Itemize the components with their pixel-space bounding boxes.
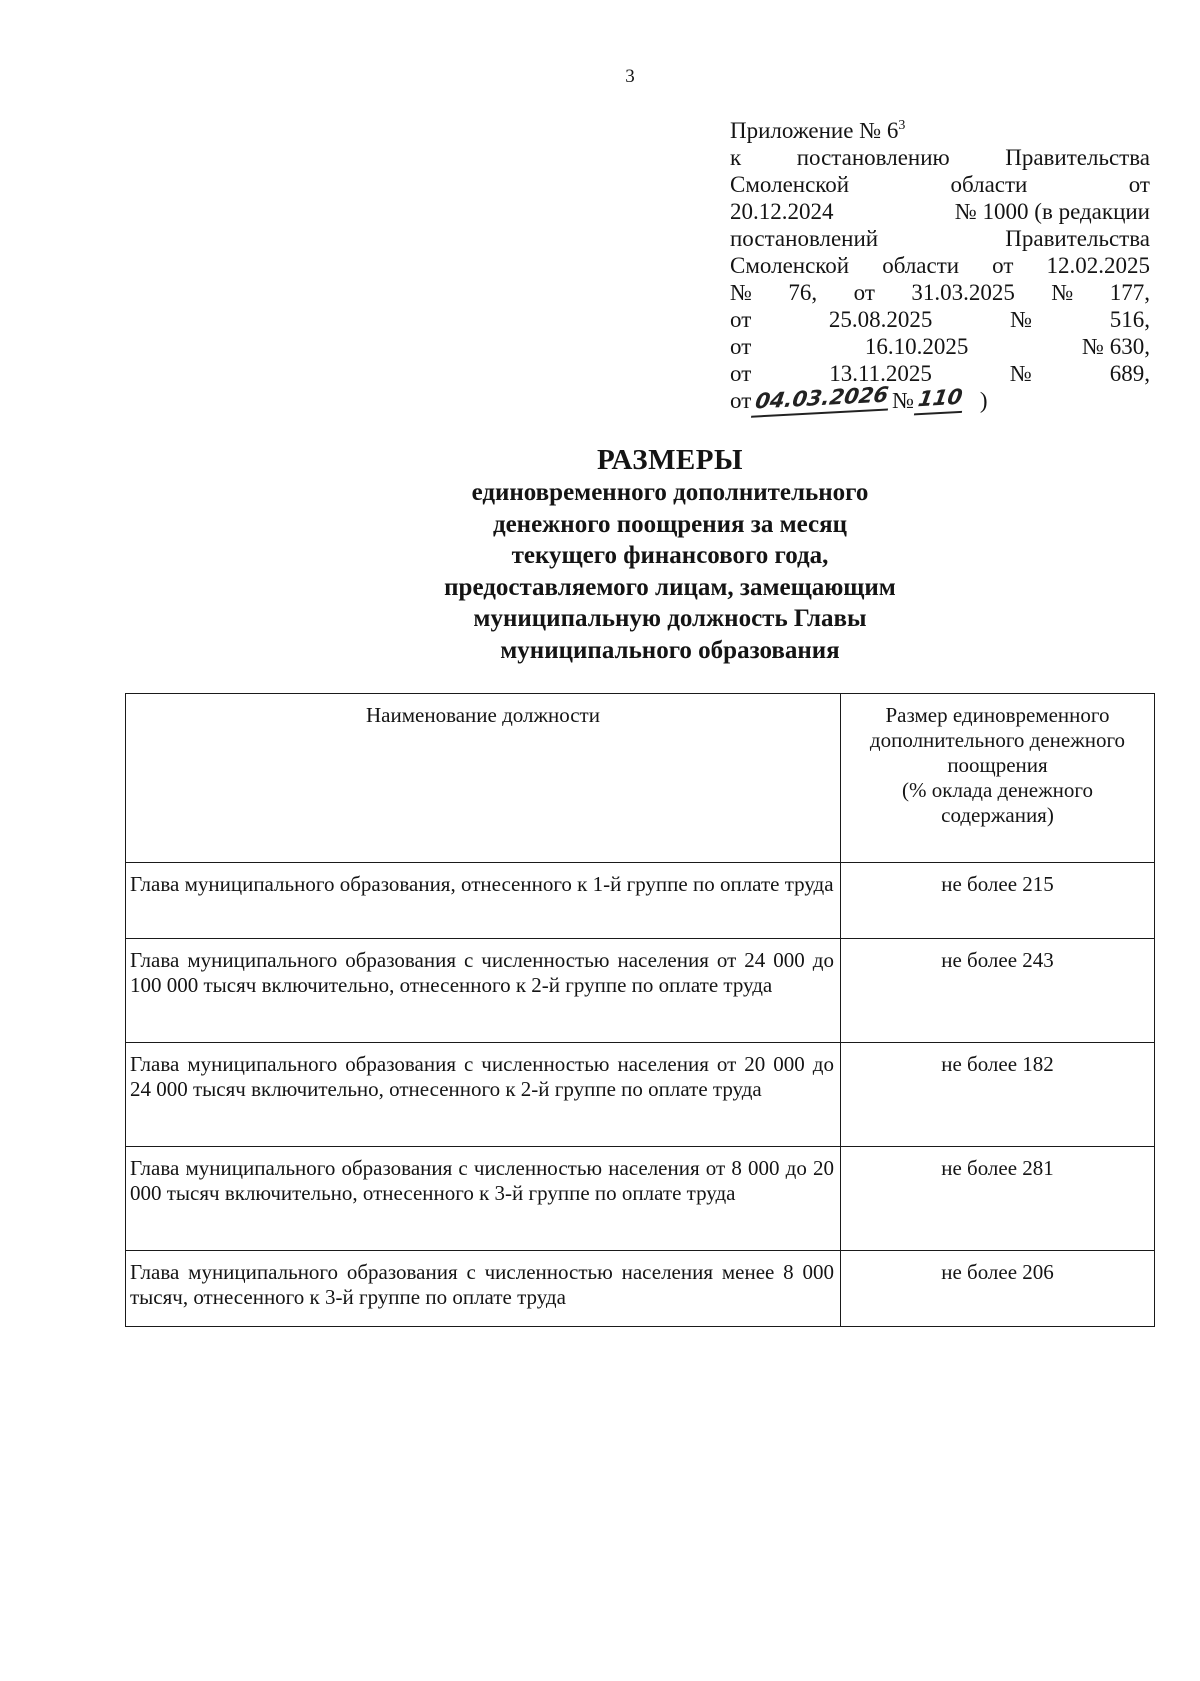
- appendix-word: от: [992, 253, 1014, 278]
- appendix-word: 12.02.2025: [1046, 253, 1150, 278]
- appendix-title-superscript: 3: [898, 118, 906, 133]
- position-name-cell: Глава муниципального образования с численностью населения от 20 000 до 24 000 тысяч включительно, отнесенного к 2-й группе по оплате труда: [126, 1043, 841, 1147]
- bonus-value-cell: не более 206: [841, 1251, 1155, 1327]
- appendix-line: [730, 360, 1150, 387]
- bonus-value-cell: не более 281: [841, 1147, 1155, 1251]
- heading-title: РАЗМЕРЫ: [597, 444, 743, 476]
- bonus-value-cell: не более 215: [841, 863, 1155, 939]
- handwritten-number: 110: [914, 386, 966, 416]
- appendix-word: №: [892, 388, 915, 413]
- page-number: 3: [625, 66, 635, 87]
- appendix-block: [730, 117, 1150, 414]
- appendix-word: постановлению: [796, 145, 950, 170]
- appendix-word: от: [730, 361, 752, 386]
- appendix-line: [730, 279, 1150, 306]
- table-row: [126, 1251, 1155, 1327]
- position-name-cell: Глава муниципального образования, отнесенного к 1-й группе по оплате труда: [126, 863, 841, 939]
- heading-subtitle-line: муниципальную должность Главы: [473, 605, 867, 632]
- appendix-word: постановлений: [730, 226, 879, 251]
- appendix-word: к: [730, 145, 742, 170]
- appendix-word: от: [730, 307, 752, 332]
- heading-subtitle-line: муниципального образования: [500, 636, 840, 664]
- appendix-word: 31.03.2025: [911, 280, 1015, 305]
- appendix-word: Смоленской: [730, 253, 850, 278]
- appendix-word: Смоленской: [730, 172, 850, 197]
- appendix-line: [730, 225, 1150, 252]
- appendix-line: [730, 306, 1150, 333]
- header-bonus-line: (% оклада денежного: [902, 778, 1093, 802]
- appendix-word: №: [1010, 307, 1033, 332]
- bonus-value-cell: не более 182: [841, 1043, 1155, 1147]
- table-row: [126, 1043, 1155, 1147]
- appendix-word: 76,: [788, 280, 818, 305]
- appendix-line: [730, 144, 1150, 171]
- appendix-word: области: [950, 172, 1028, 197]
- appendix-word: №: [1009, 361, 1032, 386]
- appendix-title: [730, 117, 1150, 144]
- appendix-word: от: [1128, 172, 1150, 197]
- appendix-word: 20.12.2024: [730, 199, 834, 224]
- position-name-cell: Глава муниципального образования с численностью населения менее 8 000 тысяч, отнесенного к 3-й группе по оплате труда: [126, 1251, 841, 1327]
- heading-subtitle-line: денежного поощрения за месяц: [492, 510, 848, 538]
- header-position-name: Наименование должности: [126, 694, 841, 863]
- table-row: [126, 1147, 1155, 1251]
- appendix-line: [730, 252, 1150, 279]
- heading-subtitle-line: единовременного дополнительного: [471, 479, 869, 506]
- handwritten-date: 04.03.2026: [751, 383, 892, 417]
- table-row: [126, 939, 1155, 1043]
- appendix-word: от: [853, 280, 875, 305]
- header-bonus-line: Размер единовременного: [885, 703, 1110, 727]
- bonus-value-cell: не более 243: [841, 939, 1155, 1043]
- table-row: [126, 863, 1155, 939]
- appendix-word: Правительства: [1005, 145, 1150, 170]
- appendix-line: [730, 171, 1150, 198]
- bonus-table: [125, 693, 1155, 1327]
- header-bonus-size: [841, 694, 1155, 863]
- appendix-word: 177,: [1109, 280, 1150, 305]
- appendix-word: области: [882, 253, 960, 278]
- appendix-word: от: [730, 334, 752, 359]
- appendix-word: 689,: [1109, 361, 1150, 386]
- heading-subtitle-line: текущего финансового года,: [511, 542, 829, 569]
- appendix-line: [730, 333, 1150, 360]
- appendix-title-text: Приложение № 6: [730, 118, 899, 143]
- appendix-word: ): [979, 388, 988, 413]
- appendix-word: №: [730, 280, 752, 305]
- appendix-word: 516,: [1109, 307, 1150, 332]
- document-heading: [300, 443, 1040, 666]
- position-name-cell: Глава муниципального образования с численностью населения от 24 000 до 100 000 тысяч включительно, отнесенного к 2-й группе по оплате труда: [126, 939, 841, 1043]
- appendix-word: 13.11.2025: [829, 361, 932, 386]
- appendix-word: 16.10.2025: [864, 334, 969, 359]
- appendix-last-line: [730, 382, 1150, 414]
- appendix-line: [730, 198, 1150, 225]
- position-name-cell: Глава муниципального образования с численностью населения от 8 000 до 20 000 тысяч включительно, отнесенного к 3-й группе по оплате труда: [126, 1147, 841, 1251]
- header-bonus-line: содержания): [941, 803, 1054, 827]
- header-bonus-line: дополнительного денежного: [869, 728, 1126, 752]
- appendix-word: от: [730, 388, 752, 413]
- appendix-word: № 1000 (в редакции: [954, 199, 1150, 224]
- appendix-word: № 630,: [1082, 334, 1150, 359]
- appendix-word: 25.08.2025: [828, 307, 933, 332]
- appendix-word: №: [1051, 280, 1074, 305]
- table-header-row: [126, 694, 1155, 863]
- header-bonus-line: поощрения: [947, 753, 1048, 777]
- heading-subtitle-line: предоставляемого лицам, замещающим: [444, 573, 896, 601]
- appendix-word: Правительства: [1005, 226, 1150, 251]
